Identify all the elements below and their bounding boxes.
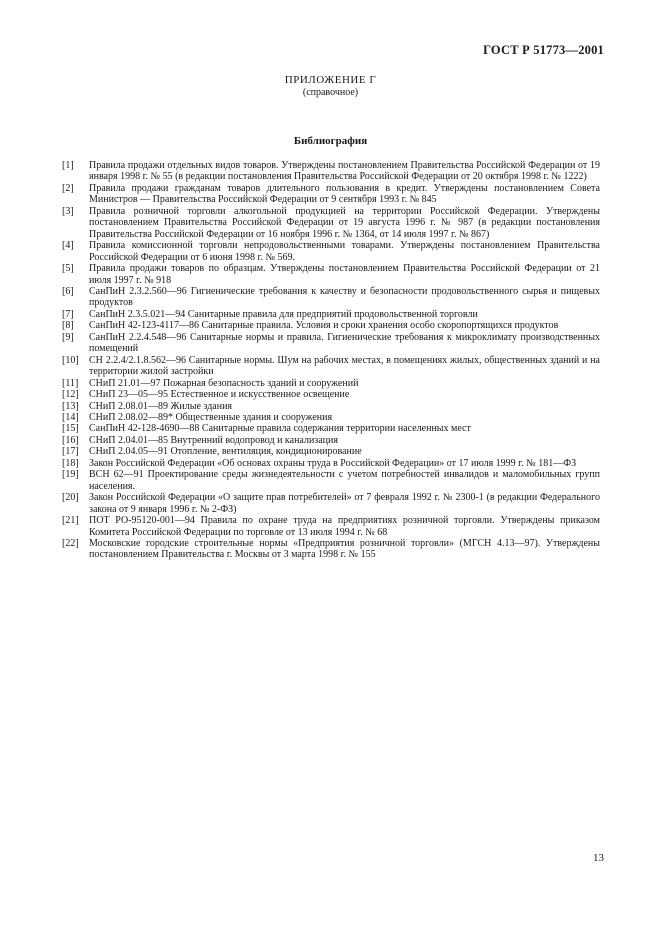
reference-item [62,378,600,389]
bibliography-list [62,160,600,561]
reference-text: СНиП 23—05—95 Естественное и искусственное освещение [89,389,350,401]
reference-text: Правила продажи товаров по образцам. Утверждены постановлением Правительства Российской Федерации от 21 июля 1997 г. № 918 [89,263,600,286]
annex-title: ПРИЛОЖЕНИЕ Г [284,74,377,86]
reference-text: ВСН 62—91 Проектирование среды жизнедеятельности с учетом потребностей инвалидов и маломобильных групп населения. [89,469,600,492]
reference-item [62,183,600,206]
reference-number: [1] [62,160,74,171]
reference-text: СНиП 2.08.01—89 Жилые здания [89,400,233,412]
reference-item [62,355,600,378]
reference-item [62,240,600,263]
reference-text: СНиП 2.08.02—89* Общественные здания и сооружения [89,411,333,423]
standard-number: ГОСТ Р 51773—2001 [483,43,604,57]
reference-text: Правила продажи гражданам товаров длительного пользования в кредит. Утверждены постановлением Совета Министров — Правительства Российской Федерации от 9 сентября 1993 г. № 845 [89,182,600,206]
reference-number: [10] [62,354,79,366]
reference-text: СНиП 2.04.01—85 Внутренний водопровод и канализация [89,434,338,446]
bibliography-heading: Библиография [293,135,368,147]
reference-item [62,515,600,538]
reference-number: [4] [62,240,74,252]
reference-number: [9] [62,331,74,343]
reference-number: [17] [62,446,79,458]
reference-text: ПОТ РО-95120-001—94 Правила по охране труда на предприятиях розничной торговли. Утверждены приказом Комитета Российской Федерации по торговле от 13 июля 1994 г. № 68 [89,515,600,538]
reference-number: [8] [62,320,74,332]
reference-item [62,469,600,492]
reference-number: [18] [62,457,79,469]
reference-number: [11] [62,377,79,389]
reference-text: СН 2.2.4/2.1.8.562—96 Санитарные нормы. Шум на рабочих местах, в помещениях жилых, общественных зданий и на территории жилой застройки [89,354,600,378]
reference-item [62,538,600,561]
reference-text: СанПиН 2.2.4.548—96 Санитарные нормы и правила. Гигиенические требования к микроклимату производственных помещений [89,331,600,355]
reference-number: [5] [62,263,74,275]
reference-item [62,309,600,320]
reference-text: СНиП 21.01—97 Пожарная безопасность зданий и сооружений [89,377,359,389]
reference-number: [15] [62,423,79,435]
reference-item [62,389,600,400]
reference-text: СанПиН 42-123-4117—86 Санитарные правила. Условия и сроки хранения особо скоропортящихся продуктов [89,320,559,332]
reference-item [62,263,600,286]
reference-text: Правила розничной торговли алкогольной продукцией на территории Российской Федерации. Утверждены постановлением Правительства Российской Федерации от 19 августа 1996 г. № 987 (в редакции постановления Правительства Российской Федерации от 16 ноября 1996 г. № 1364, от 14 июля 1997 г. № 867) [89,205,600,240]
reference-text: Закон Российской Федерации «Об основах охраны труда в Российской Федерации» от 17 июля 1999 г. № 181—ФЗ [89,457,577,469]
reference-item [62,458,600,469]
reference-item [62,160,600,183]
reference-text: Правила продажи отдельных видов товаров. Утверждены постановлением Правительства Российской Федерации от 19 января 1998 г. № 55 (в редакции постановления Правительства Российской Федерации от 20 октября 1998 г. № 1222) [89,160,600,183]
reference-text: Правила комиссионной торговли непродовольственными товарами. Утверждены постановлением Правительства Российской Федерации от 6 июня 1998 г. № 569. [89,240,600,263]
reference-text: СанПиН 2.3.2.560—96 Гигиенические требования к качеству и безопасности продовольственного сырья и пищевых продуктов [89,285,600,309]
reference-item [62,206,600,240]
page-number: 13 [593,852,604,864]
reference-item [62,492,600,515]
reference-number: [21] [62,515,79,527]
reference-text: Московские городские строительные нормы «Предприятия розничной торговли» (МГСН 4.13—97). Утверждены постановлением Правительства г. Москвы от 3 марта 1998 г. № 155 [89,537,600,561]
reference-text: СНиП 2.04.05—91 Отопление, вентиляция, кондиционирование [89,446,362,458]
reference-number: [6] [62,285,74,297]
reference-item [62,332,600,355]
reference-number: [16] [62,434,79,446]
reference-number: [20] [62,492,79,504]
reference-item [62,401,600,412]
reference-item [62,446,600,457]
reference-number: [22] [62,537,79,549]
reference-item [62,320,600,331]
reference-number: [13] [62,400,79,412]
reference-item [62,412,600,423]
annex-subtitle: (справочное) [302,87,359,98]
reference-item [62,435,600,446]
reference-number: [19] [62,469,79,481]
reference-item [62,423,600,434]
reference-number: [14] [62,411,79,423]
reference-text: Закон Российской Федерации «О защите прав потребителей» от 7 февраля 1992 г. № 2300-1 (в редакции Федерального закона от 9 января 1996 г. № 2-ФЗ) [89,492,600,515]
reference-number: [3] [62,205,74,217]
reference-number: [12] [62,389,79,401]
reference-item [62,286,600,309]
reference-text: СанПиН 42-128-4690—88 Санитарные правила содержания территории населенных мест [89,423,471,435]
reference-number: [7] [62,308,74,320]
reference-number: [2] [62,182,74,194]
reference-text: СанПиН 2.3.5.021—94 Санитарные правила для предприятий продовольственной торговли [89,308,478,320]
